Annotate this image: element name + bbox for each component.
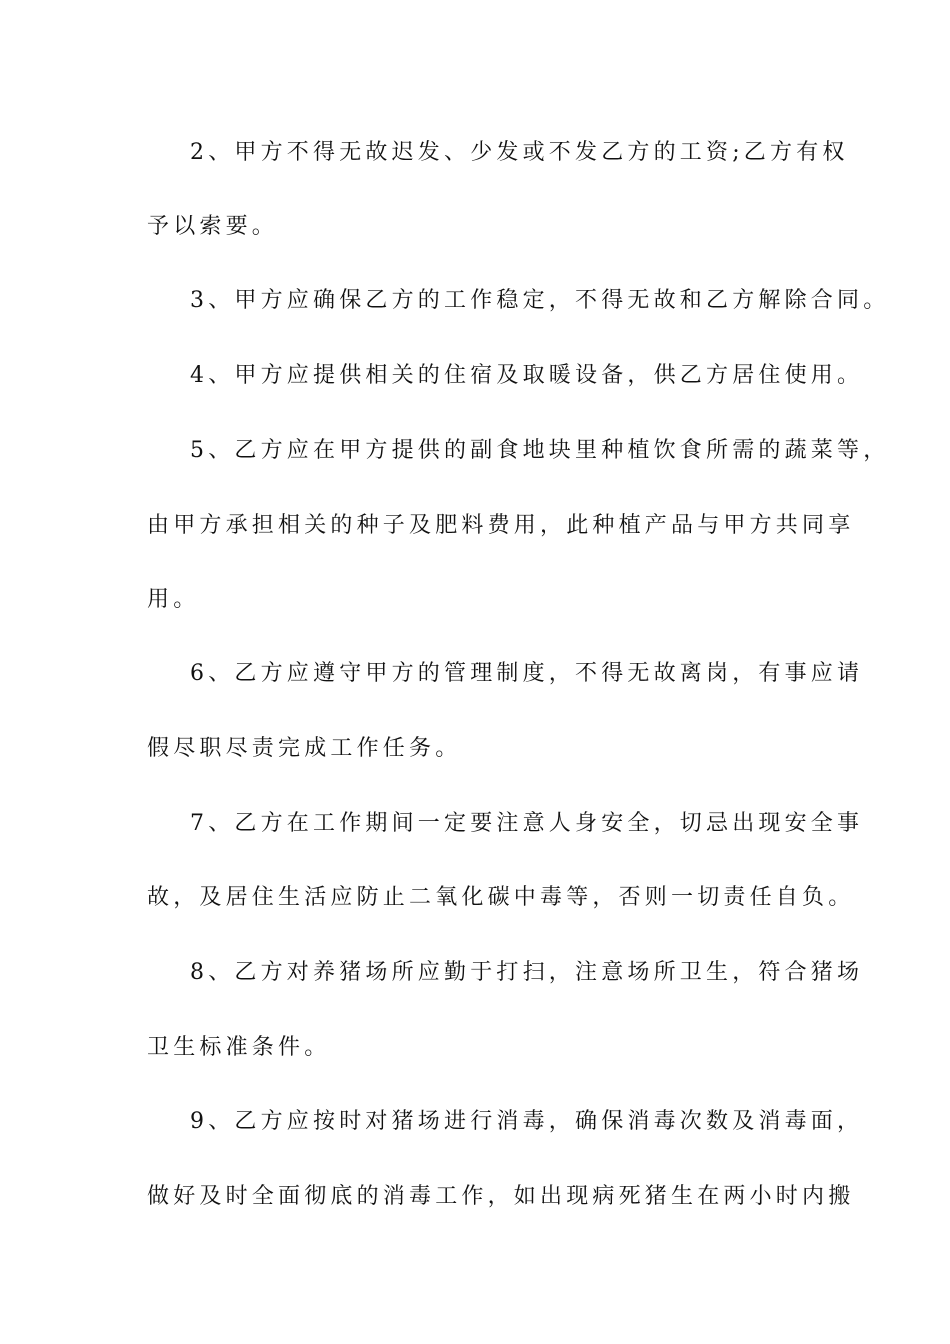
clause-6-line-2: 假尽职尽责完成工作任务。	[147, 736, 462, 761]
clause-5-line-3: 用。	[147, 587, 200, 612]
clause-9-line-2: 做好及时全面彻底的消毒工作，如出现病死猪生在两小时内搬	[147, 1184, 855, 1209]
clause-5-line-1: 5、乙方应在甲方提供的副食地块里种植饮食所需的蔬菜等，	[190, 438, 890, 463]
clause-8-line-2: 卫生标准条件。	[147, 1035, 331, 1060]
clause-2-line-1: 2、甲方不得无故迟发、少发或不发乙方的工资;乙方有权	[190, 140, 849, 165]
clause-2-line-2: 予以索要。	[147, 214, 279, 239]
clause-7-line-2: 故，及居住生活应防止二氧化碳中毒等，否则一切责任自负。	[147, 885, 855, 910]
clause-9-line-1: 9、乙方应按时对猪场进行消毒，确保消毒次数及消毒面，	[190, 1109, 864, 1134]
clause-5-line-2: 由甲方承担相关的种子及肥料费用，此种植产品与甲方共同享	[147, 513, 855, 538]
clause-7-line-1: 7、乙方在工作期间一定要注意人身安全，切忌出现安全事	[190, 811, 864, 836]
clause-8-line-1: 8、乙方对养猪场所应勤于打扫，注意场所卫生，符合猪场	[190, 960, 864, 985]
clause-4-line-1: 4、甲方应提供相关的住宿及取暖设备，供乙方居住使用。	[190, 363, 864, 388]
clause-3-line-1: 3、甲方应确保乙方的工作稳定，不得无故和乙方解除合同。	[190, 288, 890, 313]
clause-6-line-1: 6、乙方应遵守甲方的管理制度，不得无故离岗，有事应请	[190, 661, 864, 686]
